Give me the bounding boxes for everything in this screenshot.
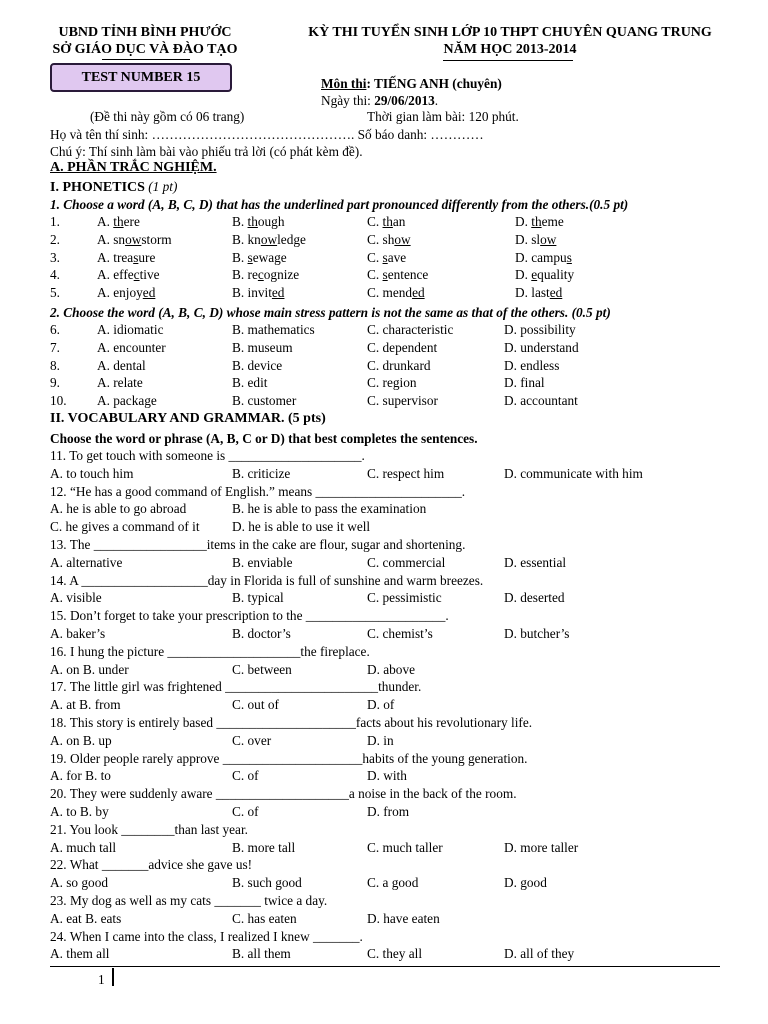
- vocab-heading: II. VOCABULARY AND GRAMMAR. (5 pts): [50, 411, 326, 426]
- answer-option: C. over: [232, 732, 272, 748]
- answer-option: A. so good: [50, 875, 108, 891]
- word-part: D. sl: [515, 231, 541, 247]
- word-part: ough: [257, 214, 285, 229]
- answer-option: A. on B. up: [50, 732, 112, 748]
- option-b: B. edit: [232, 375, 268, 391]
- answer-option: D. above: [367, 661, 415, 677]
- answer-option: C. commercial: [367, 554, 446, 570]
- answer-option: A. baker’s: [50, 626, 106, 641]
- answer-option: D. have eaten: [367, 910, 440, 926]
- subject-value: : TIẾNG ANH (chuyên): [366, 76, 502, 91]
- question-stem: 12. “He has a good command of English.” means ______________________.: [50, 483, 466, 499]
- answer-option: A. at B. from: [50, 697, 121, 713]
- pages-note: (Đề thi này gồm có 06 trang): [90, 109, 245, 124]
- word-part: ere: [123, 214, 140, 229]
- department-name: SỞ GIÁO DỤC VÀ ĐÀO TẠO: [52, 42, 238, 57]
- word-part: quality: [537, 267, 575, 283]
- answer-sheet-note: Chú ý: Thí sinh làm bài vào phiếu trả lời (có phát kèm đề).: [50, 144, 363, 159]
- school-year: NĂM HỌC 2013-2014: [443, 42, 577, 57]
- phonetics-points: (1 pt): [148, 179, 178, 194]
- question-stem: 24. When I came into the class, I realized I knew _______.: [50, 928, 363, 944]
- underlined-part: s: [566, 249, 572, 265]
- question-stem: 17. The little girl was frightened _______________________thunder.: [50, 679, 422, 695]
- answer-option: A. visible: [50, 590, 102, 606]
- underlined-part: ow: [394, 231, 411, 247]
- date-label: Ngày thi:: [321, 93, 375, 108]
- underlined-part: ed: [271, 285, 285, 301]
- option-c: C. drunkard: [367, 357, 431, 373]
- option-a: A. idiomatic: [97, 322, 164, 337]
- option-b: B. device: [232, 357, 283, 373]
- question-stem: 22. What _______advice she gave us!: [50, 857, 253, 873]
- q2-instruction: 2. Choose the word (A, B, C, D) whose main stress pattern is not the same as that of the others. (0.5 pt): [50, 305, 611, 320]
- question-number: 6.: [50, 322, 60, 337]
- underlined-part: ow: [125, 231, 142, 247]
- answer-option: D. of: [367, 697, 395, 713]
- word-part: A. enjoy: [97, 285, 143, 301]
- answer-option: A. alternative: [50, 554, 123, 570]
- word-part: B. invit: [232, 285, 272, 301]
- answer-option: A. on B. under: [50, 661, 129, 677]
- question-number: 1.: [50, 214, 60, 229]
- answer-option: D. all of they: [504, 946, 575, 962]
- option-c: [367, 214, 405, 230]
- underlined-part: c: [133, 267, 140, 283]
- question-number: 10.: [50, 393, 67, 409]
- phonetics-heading: [50, 178, 177, 197]
- answer-option: B. all them: [232, 946, 291, 962]
- question-number: 4.: [50, 267, 60, 283]
- option-c: [367, 285, 425, 301]
- answer-option: C. has eaten: [232, 910, 297, 926]
- option-a: [97, 285, 155, 301]
- word-part: A. effe: [97, 267, 134, 283]
- question-number: 7.: [50, 339, 60, 355]
- option-c: C. supervisor: [367, 393, 438, 409]
- answer-option: C. of: [232, 804, 259, 819]
- time-note: Thời gian làm bài: 120 phút.: [367, 109, 519, 124]
- question-stem: 18. This story is entirely based _____________________facts about his revolutionary life.: [50, 715, 533, 730]
- underlined-part: ow: [540, 231, 557, 247]
- q1-instruction: 1. Choose a word (A, B, C, D) that has the underlined part pronounced differently from the others.(0.5 pt): [50, 197, 629, 212]
- option-d: D. final: [504, 375, 545, 391]
- word-part: an: [392, 214, 406, 229]
- question-stem: 14. A ___________________day in Florida is full of sunshine and warm breezes.: [50, 572, 484, 588]
- exam-title: KỲ THI TUYỂN SINH LỚP 10 THPT CHUYÊN QUANG TRUNG: [308, 25, 712, 40]
- option-c: [367, 232, 411, 248]
- underlined-part: e: [531, 267, 538, 283]
- answer-option: D. butcher’s: [504, 626, 570, 641]
- answer-option: C. between: [232, 661, 292, 677]
- answer-option: C. much taller: [367, 839, 443, 855]
- exam-date-line: Ngày thi: 29/06/2013.: [321, 93, 439, 108]
- word-part: C.: [367, 249, 383, 265]
- word-part: D. campu: [515, 249, 567, 265]
- option-d: D. understand: [504, 339, 579, 355]
- option-b: [232, 214, 284, 230]
- word-part: B. re: [232, 267, 258, 283]
- question-stem: 11. To get touch with someone is ____________________.: [50, 448, 365, 463]
- option-c: C. region: [367, 375, 417, 391]
- word-part: A. trea: [97, 249, 134, 265]
- word-part: B. kn: [232, 231, 261, 247]
- phonetics-title: I. PHONETICS: [50, 180, 145, 195]
- page-number: 1: [98, 972, 105, 987]
- test-number-badge: TEST NUMBER 15: [50, 63, 232, 92]
- underlined-part: th: [113, 214, 124, 229]
- answer-option: D. he is able to use it well: [232, 519, 371, 535]
- option-b: [232, 285, 284, 301]
- answer-option: C. out of: [232, 697, 279, 713]
- question-number: 5.: [50, 285, 60, 301]
- answer-option: D. communicate with him: [504, 465, 643, 481]
- answer-option: C. they all: [367, 946, 423, 962]
- word-part: ognize: [263, 267, 300, 283]
- answer-option: B. typical: [232, 590, 284, 606]
- word-part: A.: [97, 214, 114, 229]
- answer-option: D. essential: [504, 554, 567, 570]
- answer-option: A. eat B. eats: [50, 910, 122, 926]
- option-a: A. relate: [97, 375, 143, 391]
- word-part: C.: [367, 267, 383, 283]
- answer-option: B. he is able to pass the examination: [232, 501, 427, 517]
- underlined-part: s: [382, 267, 388, 283]
- answer-option: B. enviable: [232, 554, 293, 570]
- option-d: D. possibility: [504, 322, 576, 337]
- word-part: D.: [515, 214, 532, 229]
- answer-option: A. for B. to: [50, 768, 111, 784]
- option-d: D. endless: [504, 357, 560, 373]
- option-b: B. museum: [232, 339, 293, 355]
- school-year-underline: [443, 60, 573, 61]
- option-d: [515, 214, 564, 230]
- word-part: B.: [232, 249, 248, 265]
- option-a: A. package: [97, 393, 157, 409]
- candidate-name-line: Họ và tên thí sinh: ………………………………………. Số báo danh: …………: [50, 127, 484, 142]
- word-part: C. mend: [367, 285, 413, 301]
- answer-option: B. more tall: [232, 839, 296, 855]
- authority-name: UBND TỈNH BÌNH PHƯỚC: [58, 25, 232, 40]
- question-number: 2.: [50, 231, 60, 247]
- question-number: 9.: [50, 375, 60, 391]
- word-part: tive: [139, 267, 160, 283]
- word-part: C. sh: [367, 231, 395, 247]
- question-number: 8.: [50, 357, 60, 373]
- answer-option: C. a good: [367, 875, 419, 891]
- word-part: eme: [541, 214, 564, 229]
- option-a: A. encounter: [97, 339, 166, 355]
- option-b: [232, 267, 299, 283]
- option-c: C. dependent: [367, 339, 438, 355]
- answer-option: A. to touch him: [50, 465, 134, 481]
- word-part: D.: [515, 267, 532, 283]
- answer-option: C. of: [232, 768, 259, 784]
- underlined-part: s: [382, 249, 388, 265]
- underlined-part: c: [257, 267, 264, 283]
- option-a: A. dental: [97, 357, 146, 373]
- subject-label: Môn thi: [321, 76, 367, 91]
- answer-option: C. chemist’s: [367, 626, 433, 641]
- option-c: [367, 267, 428, 283]
- option-d: D. accountant: [504, 393, 578, 409]
- word-part: C.: [367, 214, 383, 229]
- word-part: ewage: [252, 249, 287, 265]
- underlined-part: th: [531, 214, 542, 229]
- answer-option: C. pessimistic: [367, 590, 442, 606]
- underlined-part: th: [382, 214, 393, 229]
- option-d: [515, 232, 556, 248]
- option-d: [515, 250, 572, 266]
- question-stem: 19. Older people rarely approve _____________________habits of the young generation.: [50, 750, 528, 766]
- word-part: D. last: [515, 285, 550, 301]
- word-part: entence: [387, 267, 429, 283]
- answer-option: A. to B. by: [50, 804, 109, 819]
- word-part: ave: [387, 249, 407, 265]
- underlined-part: ed: [412, 285, 425, 301]
- option-a: [97, 214, 140, 230]
- question-stem: 23. My dog as well as my cats _______ twice a day.: [50, 893, 328, 908]
- date-value: 29/06/2013: [374, 93, 435, 108]
- vocab-instruction: Choose the word or phrase (A, B, C or D) that best completes the sentences.: [50, 431, 478, 446]
- underlined-part: s: [133, 249, 139, 265]
- answer-option: A. them all: [50, 946, 110, 962]
- answer-option: D. with: [367, 768, 407, 784]
- subject-line: [321, 75, 502, 93]
- answer-option: B. criticize: [232, 465, 291, 481]
- option-b: [232, 250, 287, 266]
- footer-rule: [50, 966, 720, 967]
- answer-option: C. he gives a command of it: [50, 519, 200, 535]
- underlined-part: ed: [549, 285, 563, 301]
- page-number-bar: [112, 968, 114, 986]
- option-b: B. mathematics: [232, 322, 315, 337]
- answer-option: A. much tall: [50, 839, 117, 855]
- answer-option: D. deserted: [504, 590, 565, 606]
- option-a: [97, 232, 172, 248]
- option-a: [97, 250, 155, 266]
- answer-option: D. more taller: [504, 839, 579, 855]
- word-part: storm: [141, 231, 172, 247]
- question-stem: 21. You look ________than last year.: [50, 821, 248, 837]
- question-stem: 15. Don’t forget to take your prescription to the _____________________.: [50, 608, 449, 624]
- question-stem: 13. The _________________items in the cake are flour, sugar and shortening.: [50, 537, 466, 552]
- word-part: B.: [232, 214, 248, 229]
- option-c: [367, 250, 406, 266]
- option-a: [97, 267, 160, 283]
- word-part: ledge: [277, 231, 306, 247]
- question-number: 3.: [50, 249, 60, 265]
- option-b: B. customer: [232, 393, 297, 409]
- answer-option: B. doctor’s: [232, 626, 291, 641]
- question-stem: 20. They were suddenly aware ____________________a noise in the back of the room.: [50, 786, 517, 802]
- answer-option: D. from: [367, 804, 410, 819]
- answer-option: C. respect him: [367, 465, 445, 481]
- underlined-part: ed: [142, 285, 156, 301]
- question-stem: 16. I hung the picture ____________________the fireplace.: [50, 643, 370, 659]
- word-part: ure: [138, 249, 156, 265]
- word-part: A. sn: [97, 231, 126, 247]
- section-a-heading: A. PHẦN TRẮC NGHIỆM.: [50, 160, 217, 175]
- option-d: [515, 267, 574, 283]
- option-c: C. characteristic: [367, 322, 454, 337]
- underlined-part: ow: [260, 231, 278, 247]
- department-underline: [102, 59, 190, 60]
- option-d: [515, 285, 562, 301]
- answer-option: D. good: [504, 875, 547, 891]
- underlined-part: s: [247, 249, 253, 265]
- answer-option: D. in: [367, 732, 394, 748]
- underlined-part: th: [247, 214, 258, 229]
- option-b: [232, 232, 306, 248]
- answer-option: A. he is able to go abroad: [50, 501, 187, 517]
- answer-option: B. such good: [232, 875, 302, 891]
